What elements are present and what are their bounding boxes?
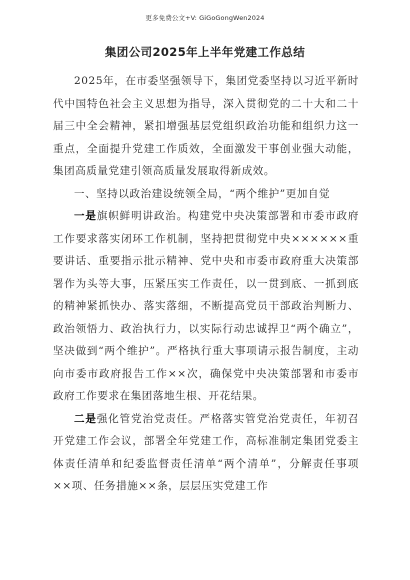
header-note: 更多免费公文+V: GiGoGongWen2024 [145,14,265,22]
document-title: 集团公司2025年上半年党建工作总结 [104,45,306,59]
paragraph-1-lead: 一是 [74,210,97,222]
document-body [53,70,359,498]
paragraph-2 [53,408,359,498]
intro-paragraph: 2025年，在市委坚强领导下，集团党委坚持以习近平新时代中国特色社会主义思想为指导，深入贯彻党的二十大和二十届三中全会精神，紧扣增强基层党组织政治功能和组织力这一重点，全面提升党建工作质效，全面激发干事创业强大动能，集团高质量党建引领高质量发展取得新成效。 [53,75,359,177]
section-heading: 一、坚持以政治建设统领全局，“两个维护”更加自觉 [74,187,331,200]
paragraph-2-lead: 二是 [74,412,97,425]
paragraph-2-text: 强化管党治党责任。严格落实管党治党责任，年初召开党建工作会议，部署全年党建工作，高标准制定集团党委主体责任清单和纪委监督责任清单“两个清单”，分解责任事项××项、任务措施××条，层层压实党建工作 [53,412,359,492]
paragraph-1 [53,205,359,408]
paragraph-1-text: 旗帜鲜明讲政治。构建党中央决策部署和市委市政府工作要求落实闭环工作机制，坚持把贯彻党中央××××××重要讲话、重要指示批示精神、党中央和市委市政府重大决策部署作为头等大事，压紧压实工作责任，以一贯到底、一抓到底的精神紧抓快办、落实落细，不断提高党员干部政治判断力、政治领悟力、政治执行力，以实际行动忠诚捍卫“两个确立”，坚决做到“两个维护”。严格执行重大事项请示报告制度，主动向市委市政府报告工作××次，确保党中央决策部署和市委市政府工作要求在集团落地生根、开花结果。 [53,210,359,402]
